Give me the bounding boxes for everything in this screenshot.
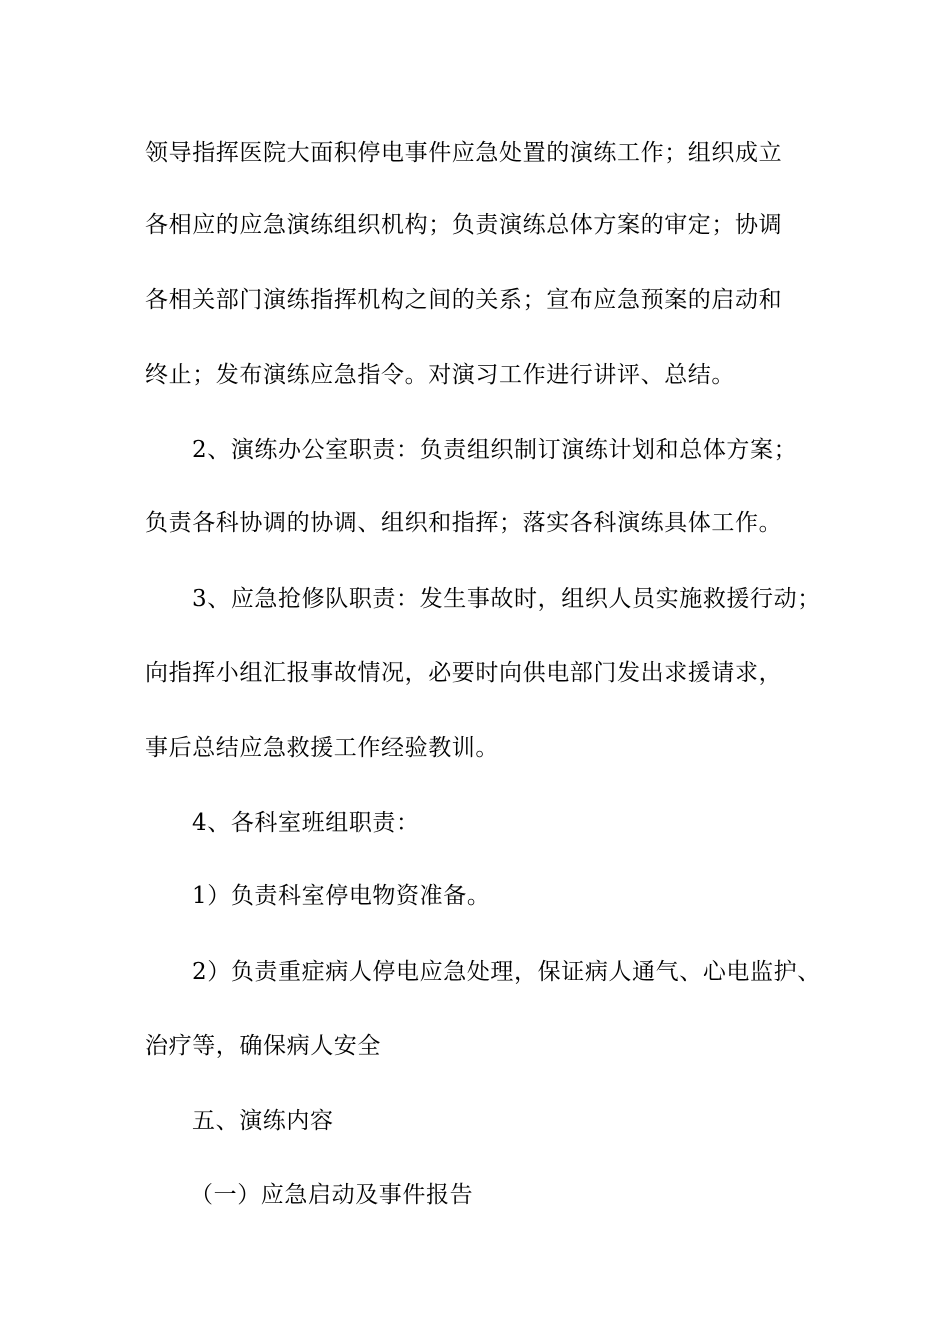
- paragraph-line: 各相关部门演练指挥机构之间的关系；宣布应急预案的启动和: [145, 287, 783, 313]
- paragraph-line: 各相应的应急演练组织机构；负责演练总体方案的审定；协调: [145, 212, 783, 238]
- paragraph-line: 负责各科协调的协调、组织和指挥；落实各科演练具体工作。: [145, 510, 783, 536]
- paragraph-line: 4、各科室班组职责：: [192, 810, 420, 836]
- paragraph-line: 终止；发布演练应急指令。对演习工作进行讲评、总结。: [145, 362, 735, 388]
- paragraph-line: 治疗等，确保病人安全: [145, 1033, 381, 1059]
- paragraph-line: 3、应急抢修队职责：发生事故时，组织人员实施救援行动；: [192, 586, 821, 612]
- paragraph-line: 2）负责重症病人停电应急处理，保证病人通气、心电监护、: [192, 959, 821, 985]
- subsection-heading: （一）应急启动及事件报告: [190, 1182, 474, 1208]
- paragraph-line: 领导指挥医院大面积停电事件应急处置的演练工作；组织成立: [145, 140, 783, 166]
- section-heading: 五、演练内容: [192, 1108, 334, 1134]
- paragraph-line: 向指挥小组汇报事故情况，必要时向供电部门发出求援请求，: [145, 660, 783, 686]
- paragraph-line: 1）负责科室停电物资准备。: [192, 883, 491, 909]
- paragraph-line: 事后总结应急救援工作经验教训。: [145, 735, 499, 761]
- paragraph-line: 2、演练办公室职责：负责组织制订演练计划和总体方案；: [192, 437, 798, 463]
